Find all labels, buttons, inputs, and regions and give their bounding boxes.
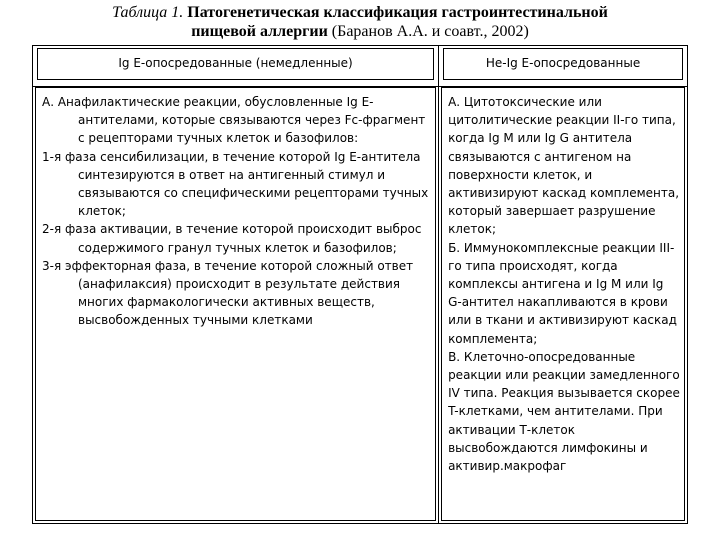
caption-title-line2-bold: пищевой аллергии bbox=[191, 23, 328, 40]
non-ige-paragraph-immune-complex: Б. Иммунокомплексные реакции III-го типа происходят, когда комплексы антигена и Ig M или Ig G-антител накапливаются в крови или в ткани и активизируют каскад комплемента; bbox=[448, 240, 677, 346]
caption-title-line2-rest: (Баранов А.А. и соавт., 2002) bbox=[327, 23, 529, 40]
cell-ige-mediated bbox=[33, 87, 439, 524]
caption-label: Таблица 1. bbox=[112, 4, 184, 21]
ige-paragraph-phase-3: 3-я эффекторная фаза, в течение которой сложный ответ (анафилаксия) происходит в результате действия многих фармакологически активных веществ, высвобожденных тучными клетками bbox=[42, 258, 414, 328]
ige-paragraph-phase-2: 2-я фаза активации, в течение которой происходит выброс содержимого гранул тучных клеток и базофилов; bbox=[42, 222, 422, 255]
cell-non-ige-mediated bbox=[439, 87, 688, 524]
ige-paragraph-anaphylactic: А. Анафилактические реакции, обусловленные Ig E-антителами, которые связываются через Fc-фрагмент с рецепторами тучных клеток и базофилов: bbox=[42, 95, 426, 146]
non-ige-paragraph-cytotoxic: А. Цитотоксические или цитолитические реакции II-го типа, когда Ig M или Ig G антитела связываются с антигеном на поверхности клеток, и активизируют каскад комплемента, который завершает разрушение клеток; bbox=[448, 95, 680, 237]
classification-table bbox=[32, 45, 688, 524]
table-header-row bbox=[33, 46, 688, 87]
header-ige-mediated bbox=[33, 46, 439, 87]
header-non-ige-mediated-label: Не-Ig E-опосредованные bbox=[485, 56, 641, 71]
table-row bbox=[33, 87, 688, 524]
table-caption bbox=[30, 3, 690, 41]
caption-title-line1: Патогенетическая классификация гастроинтестинальной bbox=[187, 4, 608, 21]
header-ige-mediated-label: Ig E-опосредованные (немедленные) bbox=[118, 56, 353, 71]
ige-paragraph-phase-1: 1-я фаза сенсибилизации, в течение которой Ig E-антитела синтезируются в ответ на антигенный стимул и связываются со специфическими рецепторами тучных клеток; bbox=[42, 149, 429, 219]
header-non-ige-mediated bbox=[439, 46, 688, 87]
non-ige-paragraph-cell-mediated: В. Клеточно-опосредованные реакции или реакции замедленного IV типа. Реакция вызывается скорее T-клетками, чем антителами. При активации Т-клеток высвобождаются лимфокины и активир.макрофаг bbox=[448, 349, 680, 474]
